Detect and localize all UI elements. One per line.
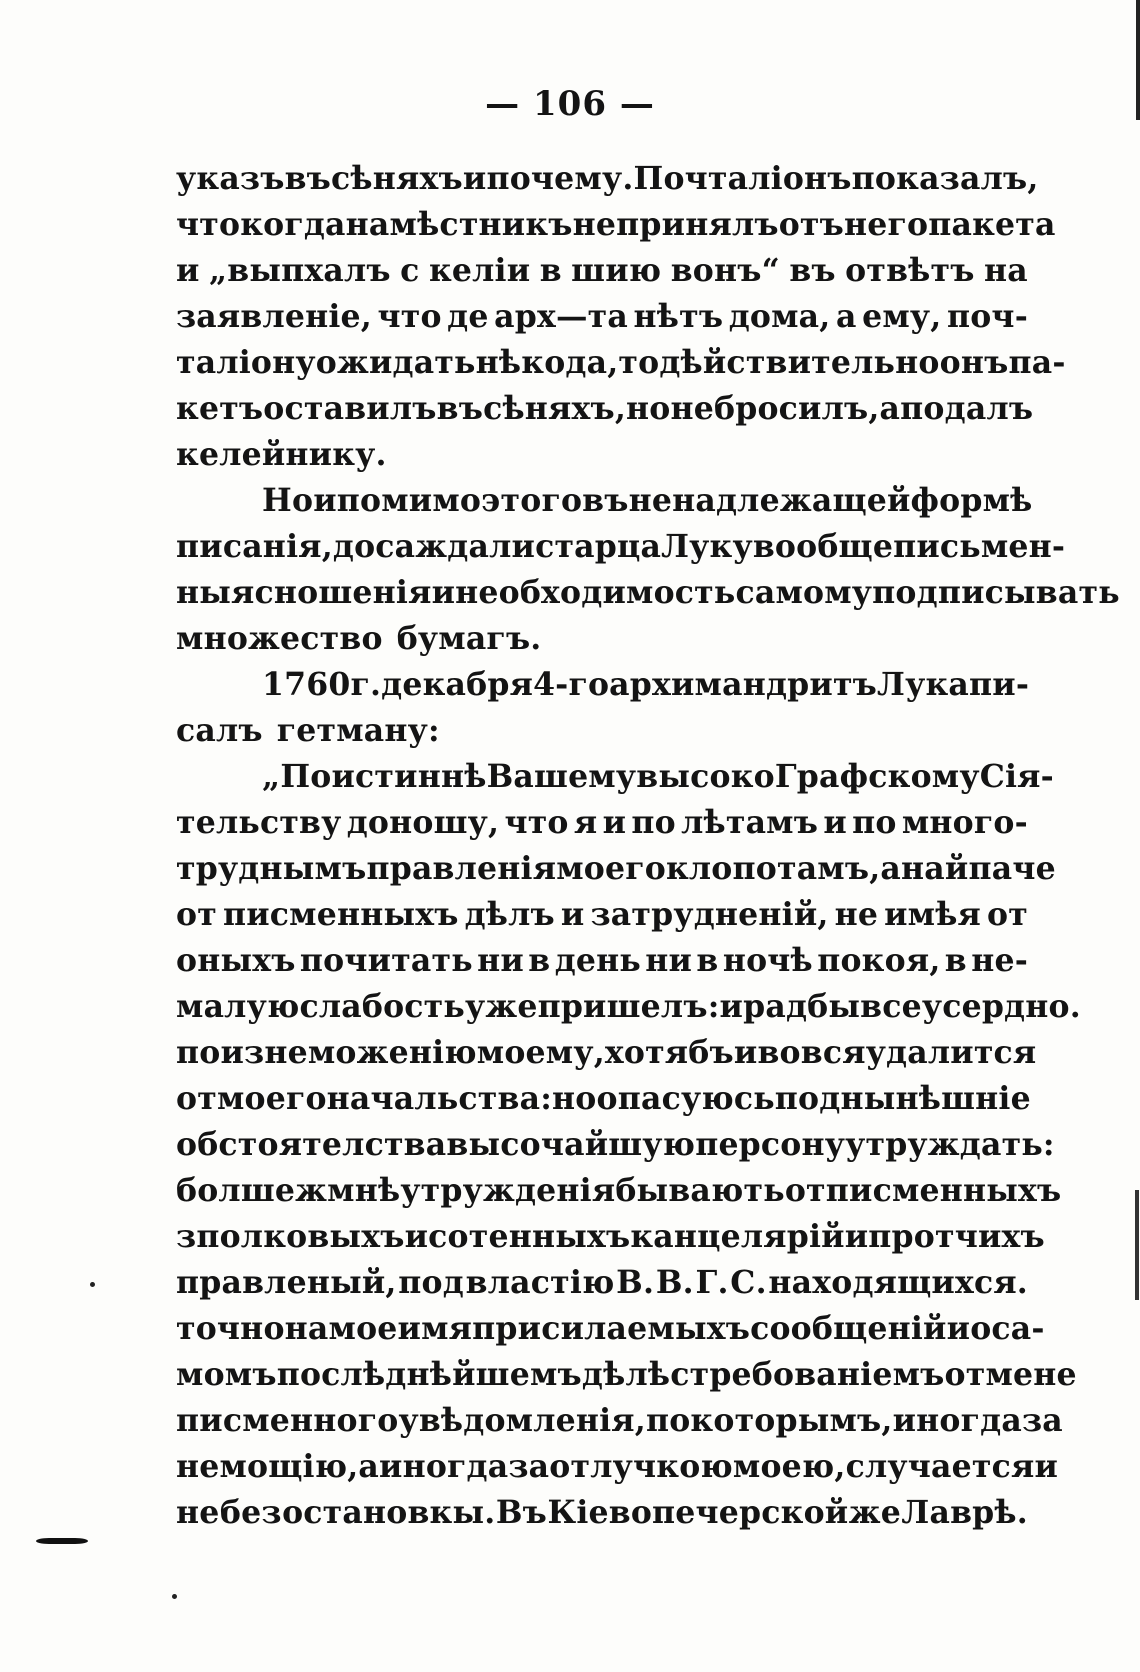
word: заявленіе, — [176, 298, 372, 335]
word: остановкы. — [282, 1494, 496, 1531]
word: вонъ“ — [670, 252, 780, 289]
word: слабость — [299, 988, 465, 1025]
word: в — [539, 252, 562, 289]
word: почему. — [486, 160, 634, 197]
word: и — [1034, 1448, 1059, 1485]
word: за — [1021, 1402, 1063, 1439]
word: пакета — [928, 206, 1056, 243]
word: удалится — [865, 1034, 1037, 1071]
word: труднымъ — [176, 850, 367, 887]
word: ожидать — [315, 344, 476, 381]
word: 4-го — [533, 666, 610, 703]
word: вовся — [757, 1034, 866, 1071]
word: этого — [481, 482, 583, 519]
word: принялъ — [616, 206, 779, 243]
word: ни — [477, 942, 524, 979]
word: ненадлежащей — [628, 482, 911, 519]
word: много- — [901, 804, 1028, 841]
word: сношенія — [254, 574, 432, 611]
word: келейнику. — [176, 436, 387, 473]
word: „По — [262, 758, 332, 795]
word: С. — [730, 1264, 767, 1301]
word: под — [774, 1080, 841, 1117]
word: мое — [328, 1310, 398, 1347]
text-line — [176, 1402, 1063, 1448]
word: покоя, — [817, 942, 941, 979]
word: что — [377, 298, 442, 335]
word: и — [823, 804, 847, 841]
word: немощію, — [176, 1448, 359, 1485]
text-line — [176, 712, 1028, 758]
word: о — [970, 1310, 992, 1347]
word: бъ — [688, 1034, 734, 1071]
word: нѣкода, — [475, 344, 619, 381]
word: но — [626, 390, 671, 427]
text-line — [176, 482, 1033, 528]
word: де — [447, 298, 489, 335]
text-line — [176, 252, 1028, 298]
text-line — [176, 528, 1066, 574]
word: въ — [436, 390, 484, 427]
word: на — [284, 1310, 329, 1347]
word: случается — [845, 1448, 1035, 1485]
word: кетъ — [176, 390, 264, 427]
word: и — [733, 1034, 758, 1071]
word: затрудненій, — [590, 896, 829, 933]
word: дома, — [728, 298, 831, 335]
page-edge-mark — [1135, 1190, 1139, 1300]
word: что — [504, 804, 569, 841]
word: находящихся. — [768, 1264, 1028, 1301]
word: Вашему — [486, 758, 637, 795]
word: Въ — [495, 1494, 548, 1531]
text-line — [176, 620, 1028, 666]
word: „выпхалъ — [208, 252, 391, 289]
text-line — [176, 1218, 1045, 1264]
text-line — [176, 1448, 1059, 1494]
word: гетману: — [276, 712, 440, 749]
word: уже — [464, 988, 538, 1025]
word: всеусердно. — [860, 988, 1081, 1025]
word: сѣняхъ, — [483, 390, 627, 427]
word: старца — [535, 528, 662, 565]
word: по — [631, 804, 676, 841]
word: и — [560, 896, 585, 933]
scan-speck — [172, 1594, 177, 1599]
word: мене — [985, 1356, 1077, 1393]
word: начальства: — [326, 1080, 553, 1117]
word: точно — [176, 1310, 285, 1347]
word: которымъ, — [690, 1402, 893, 1439]
word: а — [880, 850, 902, 887]
word: с — [400, 252, 420, 289]
word: Графскому — [774, 758, 980, 795]
word: от — [176, 896, 217, 933]
word: найпаче — [901, 850, 1056, 887]
word: пи- — [969, 666, 1030, 703]
word: подалъ — [900, 390, 1034, 427]
word: архимандритъ — [609, 666, 878, 703]
word: не — [572, 206, 617, 243]
word: Луку — [661, 528, 753, 565]
word: от — [176, 1080, 217, 1117]
word: таліону — [176, 344, 316, 381]
word: в — [528, 942, 551, 979]
word: и — [462, 160, 487, 197]
word: подписывать — [872, 574, 1120, 611]
word: писменныхъ — [222, 896, 459, 933]
text-line — [176, 1494, 1028, 1540]
text-line — [176, 1356, 1077, 1402]
word: малую — [176, 988, 300, 1025]
word: и — [946, 1310, 971, 1347]
word: помимо — [336, 482, 482, 519]
word: не — [176, 1494, 220, 1531]
word: бросилъ, — [714, 390, 880, 427]
word: доношу, — [346, 804, 500, 841]
text-line — [176, 390, 1034, 436]
word: Г. — [695, 1264, 729, 1301]
word: пришелъ: — [537, 988, 720, 1025]
word: въ — [789, 252, 836, 289]
word: канцелярій — [630, 1218, 845, 1255]
word: Лука — [877, 666, 970, 703]
word: момъ — [176, 1356, 277, 1393]
word: полковыхъ — [196, 1218, 405, 1255]
word: нѣтъ — [633, 298, 724, 335]
word: келіи — [428, 252, 531, 289]
word: сотенныхъ — [428, 1218, 631, 1255]
text-line — [176, 1264, 1028, 1310]
word: день — [554, 942, 641, 979]
word: моею, — [732, 1448, 846, 1485]
text-line — [176, 1126, 1055, 1172]
word: нынѣшніе — [840, 1080, 1031, 1117]
scan-speck — [90, 1282, 95, 1287]
word: отвѣтъ — [845, 252, 975, 289]
word: то — [618, 344, 660, 381]
word: и — [431, 574, 456, 611]
text-line — [176, 344, 1066, 390]
word: въ — [284, 160, 332, 197]
word: показалъ, — [851, 160, 1039, 197]
word: утруждать: — [845, 1126, 1055, 1163]
word: Сія- — [979, 758, 1054, 795]
word: мнѣ — [327, 1172, 401, 1209]
word: не — [834, 896, 879, 933]
text-line — [176, 1172, 1062, 1218]
word: и — [404, 1218, 429, 1255]
word: вообще — [752, 528, 894, 565]
text-line — [176, 988, 1081, 1034]
word: намѣстникъ — [345, 206, 573, 243]
word: моего — [556, 850, 666, 887]
text-line — [176, 1310, 1045, 1356]
word: я — [573, 804, 598, 841]
word: дѣйствительно — [659, 344, 940, 381]
word: когда — [240, 206, 346, 243]
word: послѣднѣйшемъ — [276, 1356, 582, 1393]
word: декабря — [381, 666, 534, 703]
word: писменного — [176, 1402, 399, 1439]
word: а — [358, 1448, 380, 1485]
word: сообщеній — [750, 1310, 947, 1347]
word: бы — [807, 988, 861, 1025]
scan-artifact-mark — [36, 1538, 88, 1544]
text-line — [176, 1080, 1031, 1126]
word: тельству — [176, 804, 342, 841]
word: бумагъ. — [396, 620, 542, 657]
word: оныхъ — [176, 942, 296, 979]
word: от — [944, 1356, 986, 1393]
word: самому — [735, 574, 873, 611]
word: персону — [695, 1126, 846, 1163]
word: моему, — [476, 1034, 605, 1071]
word: изнеможенію — [220, 1034, 477, 1071]
word: по — [176, 1034, 221, 1071]
word: властію — [465, 1264, 615, 1301]
text-line — [176, 666, 1028, 712]
word: писанія, — [176, 528, 333, 565]
word: имя — [397, 1310, 473, 1347]
word: арх—та — [494, 298, 628, 335]
word: дѣлѣ — [581, 1356, 671, 1393]
word: и — [313, 482, 337, 519]
text-line — [176, 206, 1056, 252]
word: множество — [176, 620, 383, 657]
word: но — [552, 1080, 597, 1117]
word: увѣдомленія, — [398, 1402, 646, 1439]
word: са- — [991, 1310, 1045, 1347]
word: онъ — [939, 344, 1009, 381]
word: а — [879, 390, 901, 427]
word: и — [602, 804, 627, 841]
word: салъ — [176, 712, 263, 749]
word: иногда — [892, 1402, 1022, 1439]
word: В. — [616, 1264, 655, 1301]
word: обстоятелства — [176, 1126, 447, 1163]
text-line — [176, 298, 1028, 344]
word: ж — [295, 1172, 328, 1209]
word: въ — [582, 482, 629, 519]
text-line — [176, 942, 1028, 988]
word: писменныхъ — [825, 1172, 1062, 1209]
word: протчихъ — [868, 1218, 1045, 1255]
word: досаждали — [332, 528, 536, 565]
word: без — [219, 1494, 282, 1531]
word: высочайшую — [446, 1126, 696, 1163]
word: ночѣ — [722, 942, 813, 979]
text-line — [176, 758, 1054, 804]
word: дѣлъ — [464, 896, 555, 933]
word: по — [852, 804, 897, 841]
word: Но — [262, 482, 314, 519]
word: сѣняхъ — [331, 160, 463, 197]
word: шию — [571, 252, 662, 289]
word: 1760 — [262, 666, 351, 703]
word: от — [784, 1172, 826, 1209]
word: необходимость — [455, 574, 736, 611]
word: ему, — [862, 298, 942, 335]
word: что — [176, 206, 241, 243]
word: истиннѣ — [331, 758, 487, 795]
word: клопотамъ, — [665, 850, 881, 887]
word: высоко — [636, 758, 775, 795]
word: почитать — [299, 942, 473, 979]
word: отъ — [778, 206, 845, 243]
word: з — [176, 1218, 197, 1255]
word: и — [176, 252, 200, 289]
text-line — [176, 574, 1120, 620]
word: в — [944, 942, 967, 979]
word: бывають — [615, 1172, 785, 1209]
word: от — [987, 896, 1028, 933]
word: па- — [1008, 344, 1066, 381]
word: хотя — [604, 1034, 689, 1071]
word: по — [645, 1402, 691, 1439]
word: требованіемъ — [689, 1356, 945, 1393]
text-line — [176, 160, 1039, 206]
word: не — [670, 390, 715, 427]
word: правленія — [366, 850, 557, 887]
text-line — [176, 804, 1028, 850]
text-line — [176, 1034, 1037, 1080]
word: г. — [350, 666, 382, 703]
word: формѣ — [910, 482, 1033, 519]
word: за — [508, 1448, 550, 1485]
word: него — [844, 206, 929, 243]
word: В. — [655, 1264, 694, 1301]
word: имѣя — [884, 896, 982, 933]
word: ни — [645, 942, 693, 979]
word: правленый, — [176, 1264, 397, 1301]
word: в — [696, 942, 719, 979]
word: ныя — [176, 574, 255, 611]
body-text — [176, 160, 1120, 1540]
word: письмен- — [893, 528, 1066, 565]
text-line — [176, 896, 1028, 942]
word: присилаемыхъ — [472, 1310, 751, 1347]
page-number: — 106 — — [485, 84, 655, 124]
text-line — [176, 436, 1028, 482]
word: не- — [971, 942, 1028, 979]
word: отлучкою — [549, 1448, 733, 1485]
word: Почталіонъ — [633, 160, 852, 197]
word: же — [848, 1494, 902, 1531]
word: а — [835, 298, 857, 335]
word: с — [670, 1356, 690, 1393]
word: Лаврѣ. — [901, 1494, 1028, 1531]
word: и — [844, 1218, 869, 1255]
text-line — [176, 850, 1056, 896]
word: иногда — [379, 1448, 509, 1485]
word: Кіевопечерской — [547, 1494, 849, 1531]
word: болше — [176, 1172, 296, 1209]
word: рад — [743, 988, 808, 1025]
word: оставилъ — [263, 390, 437, 427]
word: под — [398, 1264, 464, 1301]
word: опасуюсь — [596, 1080, 775, 1117]
word: лѣтамъ — [681, 804, 819, 841]
word: моего — [216, 1080, 327, 1117]
word: утружденія — [400, 1172, 616, 1209]
word: указъ — [176, 160, 285, 197]
word: и — [719, 988, 744, 1025]
word: на — [984, 252, 1028, 289]
word: поч- — [946, 298, 1028, 335]
